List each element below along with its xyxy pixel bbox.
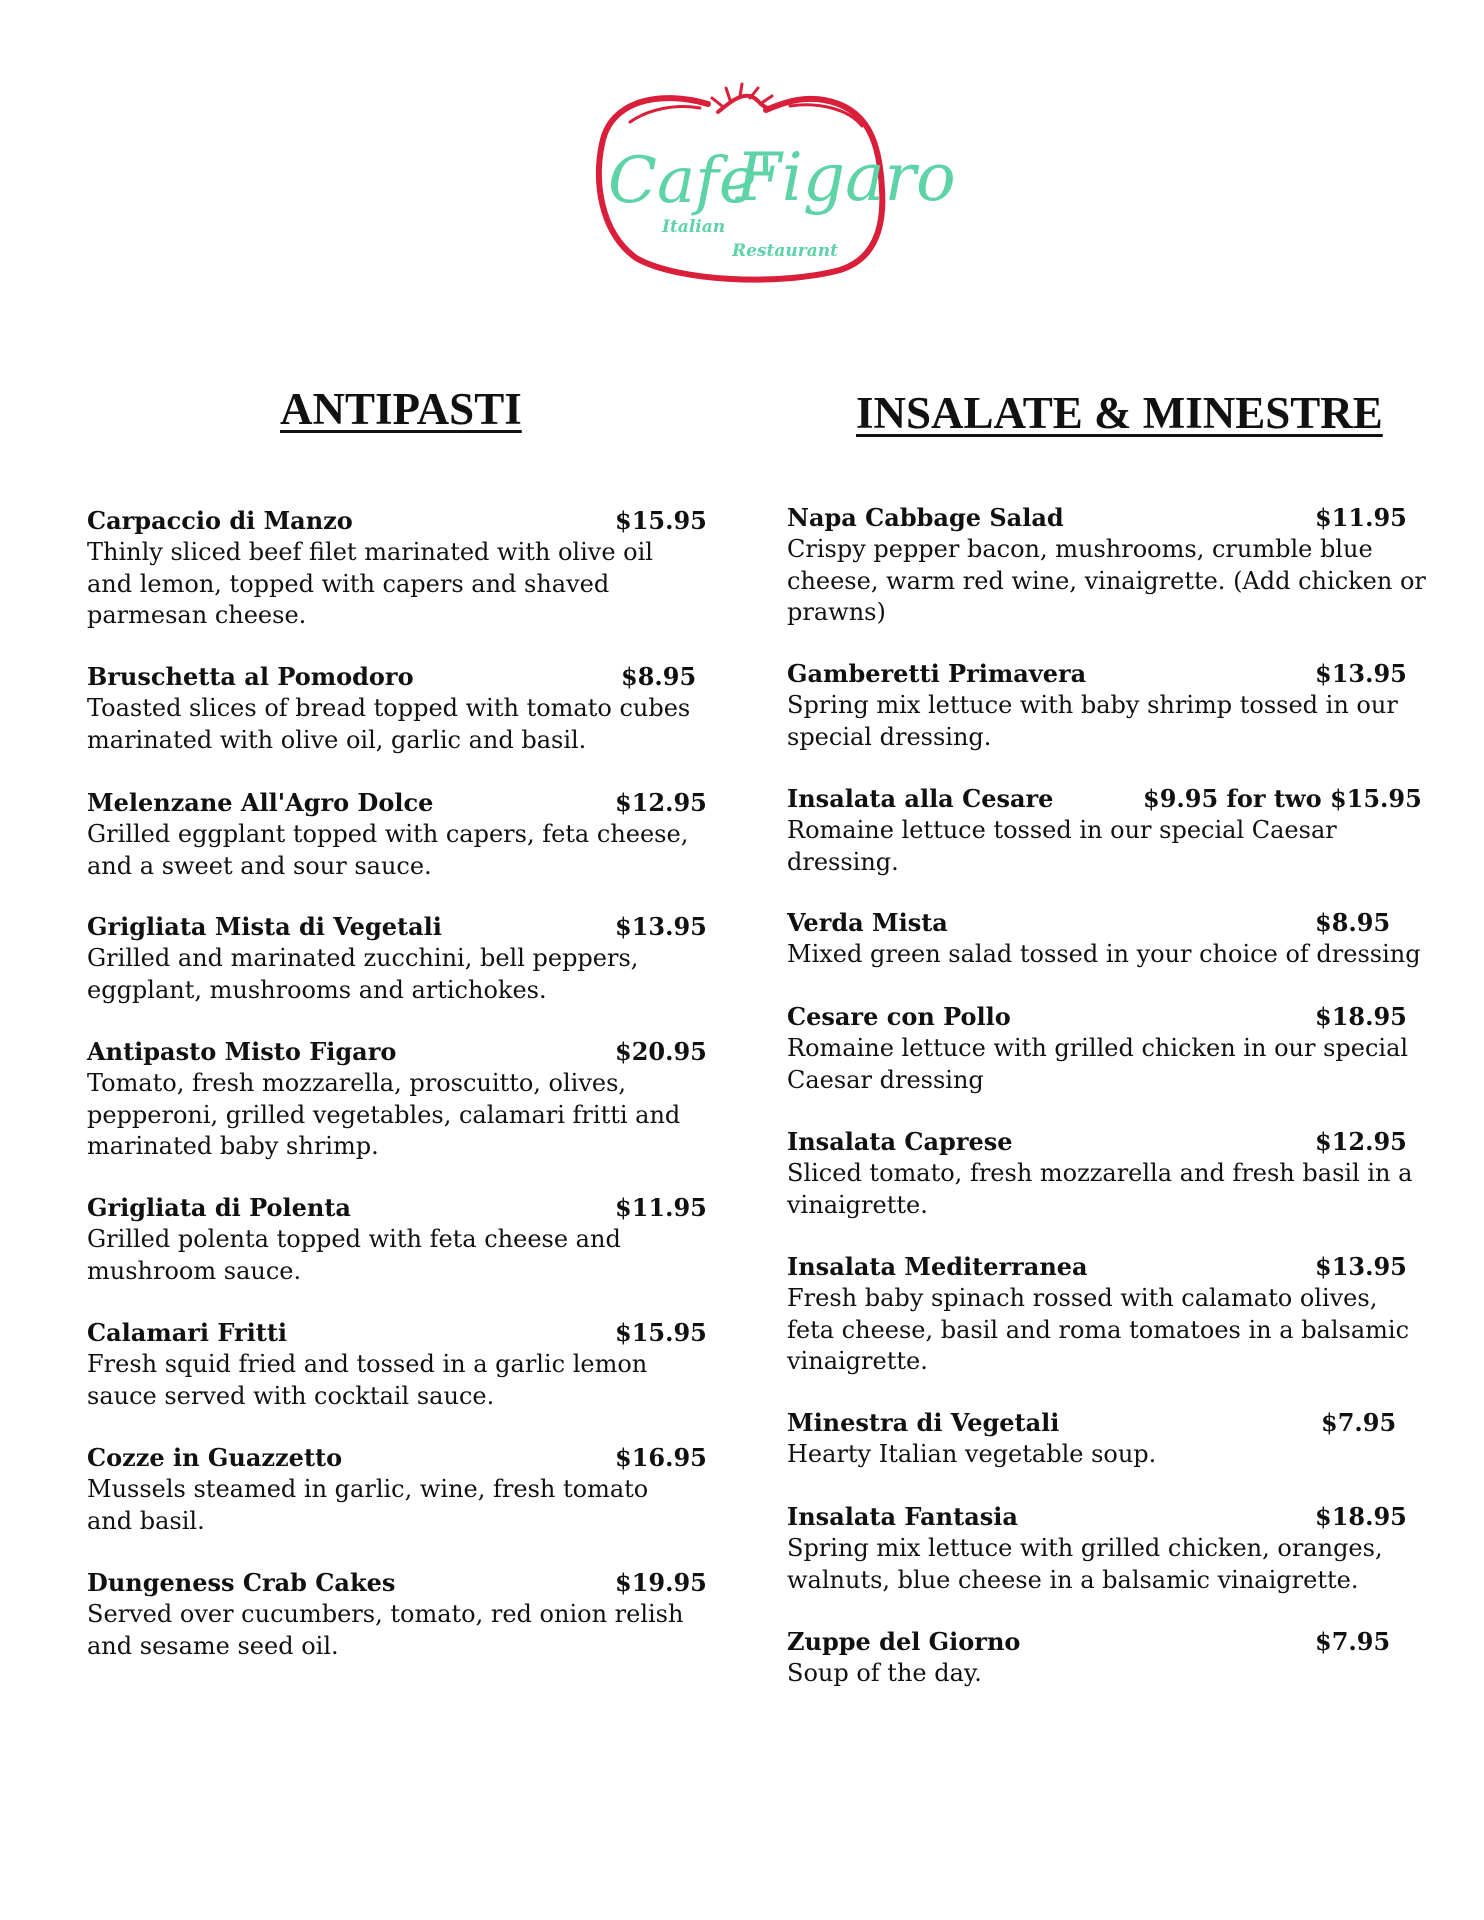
item-description: Sliced tomato, fresh mozzarella and fresh basil in a vinaigrette. <box>787 1159 1413 1219</box>
item-name: Dungeness Crab Cakes <box>87 1568 396 1597</box>
item-price: $7.95 <box>1321 1408 1397 1437</box>
item-description: Toasted slices of bread topped with tomato cubes marinated with olive oil, garlic and basil. <box>87 694 691 754</box>
item-description: Grilled polenta topped with feta cheese and mushroom sauce. <box>87 1225 621 1285</box>
item-price: $8.95 <box>621 662 697 691</box>
item-price: $9.95 for two $15.95 <box>1143 784 1422 813</box>
item-name: Insalata Mediterranea <box>787 1252 1088 1281</box>
menu-item <box>787 1251 1427 1378</box>
item-price: $16.95 <box>615 1443 707 1472</box>
menu-item <box>87 1442 707 1537</box>
item-price: $15.95 <box>615 1318 707 1347</box>
item-price: $8.95 <box>1315 908 1391 937</box>
menu-item <box>87 1036 707 1163</box>
item-name: Antipasto Misto Figaro <box>87 1037 397 1066</box>
item-name: Calamari Fritti <box>87 1318 288 1347</box>
item-description: Spring mix lettuce with baby shrimp tossed in our special dressing. <box>787 691 1398 751</box>
item-description: Mixed green salad tossed in your choice of dressing <box>787 940 1421 968</box>
item-price: $11.95 <box>615 1193 707 1222</box>
item-description: Grilled and marinated zucchini, bell peppers, eggplant, mushrooms and artichokes. <box>87 944 639 1004</box>
menu-item <box>787 1126 1427 1221</box>
logo-tag-restaurant: Restaurant <box>732 241 838 261</box>
menu-item <box>787 658 1427 753</box>
item-price: $12.95 <box>1315 1127 1407 1156</box>
item-name: Grigliata di Polenta <box>87 1193 351 1222</box>
menu-item <box>787 1407 1427 1471</box>
menu-item <box>787 783 1427 878</box>
item-name: Carpaccio di Manzo <box>87 506 353 535</box>
item-price: $13.95 <box>615 912 707 941</box>
menu-item <box>787 1626 1427 1690</box>
menu-item <box>87 505 707 632</box>
item-price: $18.95 <box>1315 1502 1407 1531</box>
item-description: Grilled eggplant topped with capers, feta cheese, and a sweet and sour sauce. <box>87 820 689 880</box>
item-name: Verda Mista <box>787 908 948 937</box>
item-description: Thinly sliced beef filet marinated with olive oil and lemon, topped with capers and shaved parmesan cheese. <box>87 538 653 629</box>
menu-item <box>787 502 1427 629</box>
menu-item <box>87 1567 707 1662</box>
item-name: Cozze in Guazzetto <box>87 1443 343 1472</box>
antipasti-heading: ANTIPASTI <box>280 384 522 434</box>
item-price: $15.95 <box>615 506 707 535</box>
item-name: Cesare con Pollo <box>787 1002 1011 1031</box>
menu-item <box>87 787 707 882</box>
item-name: Grigliata Mista di Vegetali <box>87 912 442 941</box>
item-name: Insalata alla Cesare <box>787 784 1054 813</box>
item-description: Spring mix lettuce with grilled chicken, oranges, walnuts, blue cheese in a balsamic vinaigrette. <box>787 1534 1383 1594</box>
logo-word-cafe: Cafe' <box>608 144 775 218</box>
menu-item <box>787 1501 1427 1596</box>
insalate-heading: INSALATE & MINESTRE <box>856 388 1383 438</box>
cafe-figaro-logo <box>590 82 956 282</box>
menu-item <box>787 1001 1427 1096</box>
item-description: Romaine lettuce with grilled chicken in our special Caesar dressing <box>787 1034 1409 1094</box>
item-name: Bruschetta al Pomodoro <box>87 662 414 691</box>
item-description: Fresh squid fried and tossed in a garlic lemon sauce served with cocktail sauce. <box>87 1350 648 1410</box>
item-name: Insalata Fantasia <box>787 1502 1018 1531</box>
item-name: Insalata Caprese <box>787 1127 1013 1156</box>
item-name: Melenzane All'Agro Dolce <box>87 788 434 817</box>
item-name: Minestra di Vegetali <box>787 1408 1060 1437</box>
item-price: $18.95 <box>1315 1002 1407 1031</box>
item-price: $7.95 <box>1315 1627 1391 1656</box>
item-price: $11.95 <box>1315 503 1407 532</box>
item-name: Napa Cabbage Salad <box>787 503 1064 532</box>
item-description: Served over cucumbers, tomato, red onion relish and sesame seed oil. <box>87 1600 684 1660</box>
item-price: $19.95 <box>615 1568 707 1597</box>
item-description: Mussels steamed in garlic, wine, fresh tomato and basil. <box>87 1475 649 1535</box>
item-name: Zuppe del Giorno <box>787 1627 1021 1656</box>
menu-item <box>87 1317 707 1412</box>
item-price: $20.95 <box>615 1037 707 1066</box>
item-description: Tomato, fresh mozzarella, proscuitto, olives, pepperoni, grilled vegetables, calamari fritti and marinated baby shrimp. <box>87 1069 681 1160</box>
item-price: $13.95 <box>1315 1252 1407 1281</box>
menu-item <box>87 1192 707 1287</box>
logo-tag-italian: Italian <box>662 217 726 237</box>
item-price: $12.95 <box>615 788 707 817</box>
menu-item <box>87 911 707 1006</box>
item-description: Soup of the day. <box>787 1659 982 1687</box>
menu-item <box>787 907 1427 971</box>
item-description: Crispy pepper bacon, mushrooms, crumble blue cheese, warm red wine, vinaigrette. (Add chicken or prawns) <box>787 535 1426 626</box>
logo-word-figaro: Figaro <box>736 139 956 216</box>
menu-item <box>87 661 697 756</box>
item-description: Hearty Italian vegetable soup. <box>787 1440 1157 1468</box>
item-price: $13.95 <box>1315 659 1407 688</box>
item-description: Fresh baby spinach rossed with calamato olives, feta cheese, basil and roma tomatoes in a balsamic vinaigrette. <box>787 1284 1410 1375</box>
item-description: Romaine lettuce tossed in our special Caesar dressing. <box>787 816 1337 876</box>
item-name: Gamberetti Primavera <box>787 659 1087 688</box>
